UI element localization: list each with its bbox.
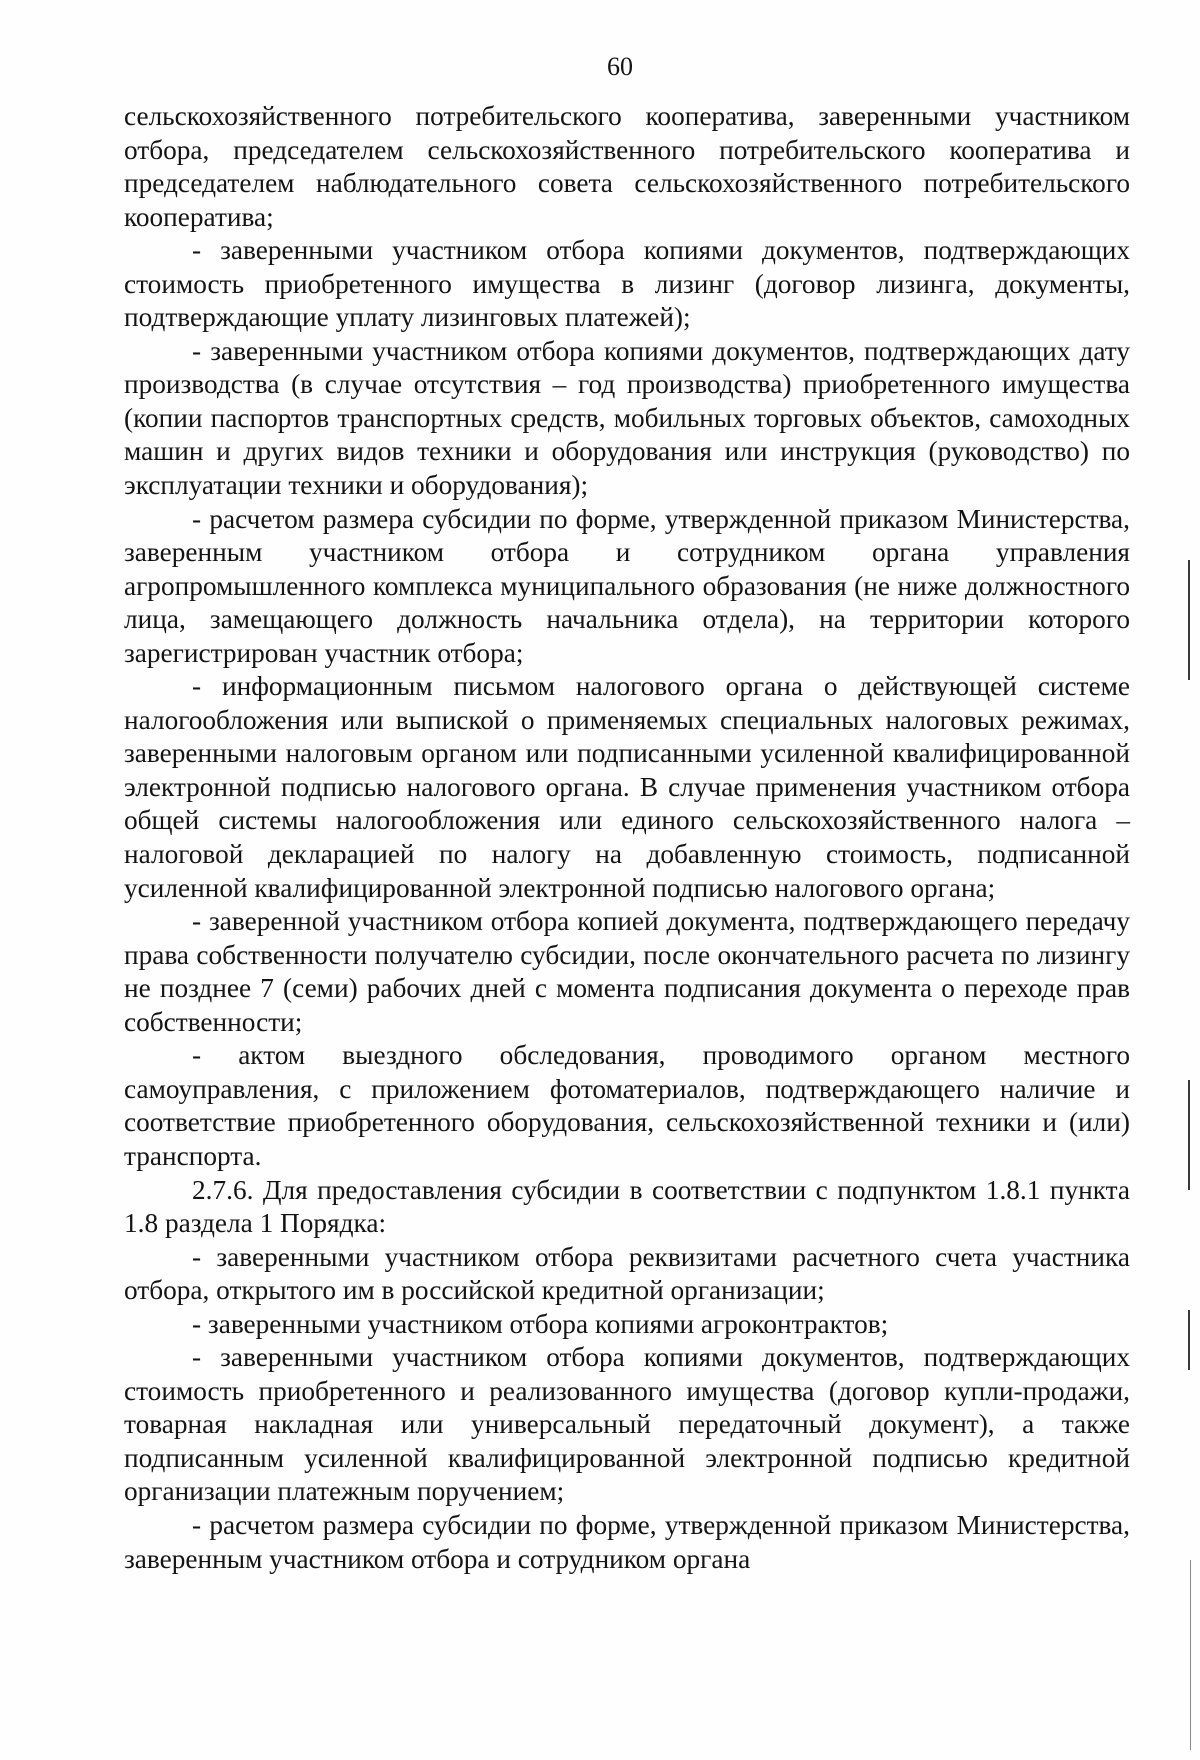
- paragraph-cooperative-signatures: сельскохозяйственного потребительского кооператива, заверенными участником отбора, председателем сельскохозяйственного потребительского кооператива и председателем наблюдательного совета сельскохозяйственного потребительского кооператива;: [124, 101, 1130, 232]
- paragraph-section-2-7-6: 2.7.6. Для предоставления субсидии в соответствии с подпунктом 1.8.1 пункта 1.8 раздела 1 Порядка:: [124, 1174, 1130, 1239]
- scan-margin-mark: [1188, 560, 1190, 680]
- scan-margin-mark: [1188, 1310, 1190, 1370]
- paragraph-subsidy-calculation: - расчетом размера субсидии по форме, утвержденной приказом Министерства, заверенным участником отбора и сотрудником органа управления агропромышленного комплекса муниципального образования (не ниже должностного лица, замещающего должность начальника отдела), на территории которого зарегистрирован участник отбора;: [124, 503, 1130, 668]
- paragraph-bank-details: - заверенными участником отбора реквизитами расчетного счета участника отбора, открытого им в российской кредитной организации;: [124, 1241, 1130, 1306]
- paragraph-inspection-act: - актом выездного обследования, проводимого органом местного самоуправления, с приложением фотоматериалов, подтверждающего наличие и соответствие приобретенного оборудования, сельскохозяйственной техники и (или) транспорта.: [124, 1040, 1130, 1171]
- paragraph-purchase-sale-docs: - заверенными участником отбора копиями документов, подтверждающих стоимость приобретенного и реализованного имущества (договор купли-продажи, товарная накладная или универсальный передаточный документ), а также подписанным усиленной квалифицированной электронной подписью кредитной организации платежным поручением;: [124, 1342, 1130, 1507]
- paragraph-leasing-cost-docs: - заверенными участником отбора копиями документов, подтверждающих стоимость приобретенного имущества в лизинг (договор лизинга, документы, подтверждающие уплату лизинговых платежей);: [124, 235, 1130, 333]
- scan-margin-mark: [1188, 1080, 1190, 1190]
- document-body: [124, 100, 1130, 1576]
- paragraph-agrocontracts: - заверенными участником отбора копиями агроконтрактов;: [192, 1308, 889, 1339]
- paragraph-ownership-transfer: - заверенной участником отбора копией документа, подтверждающего передачу права собственности получателю субсидии, после окончательного расчета по лизингу не позднее 7 (семи) рабочих дней с момента подписания документа о переходе прав собственности;: [124, 906, 1130, 1037]
- scan-margin-mark: [1190, 1560, 1191, 1750]
- paragraph-tax-letter: - информационным письмом налогового органа о действующей системе налогообложения или выпиской о применяемых специальных налоговых режимах, заверенными налоговым органом или подписанными усиленной квалифицированной электронной подписью налогового органа. В случае применения участником отбора общей системы налогообложения или единого сельскохозяйственного налога – налоговой декларацией по налогу на добавленную стоимость, подписанной усиленной квалифицированной электронной подписью налогового органа;: [124, 671, 1130, 903]
- page-number: 60: [607, 52, 633, 81]
- paragraph-subsidy-calculation-2: - расчетом размера субсидии по форме, утвержденной приказом Министерства, заверенным участником отбора и сотрудником органа: [124, 1509, 1130, 1574]
- paragraph-production-date-docs: - заверенными участником отбора копиями документов, подтверждающих дату производства (в случае отсутствия – год производства) приобретенного имущества (копии паспортов транспортных средств, мобильных торговых объектов, самоходных машин и других видов техники и оборудования или инструкция (руководство) по эксплуатации техники и оборудования);: [124, 335, 1130, 501]
